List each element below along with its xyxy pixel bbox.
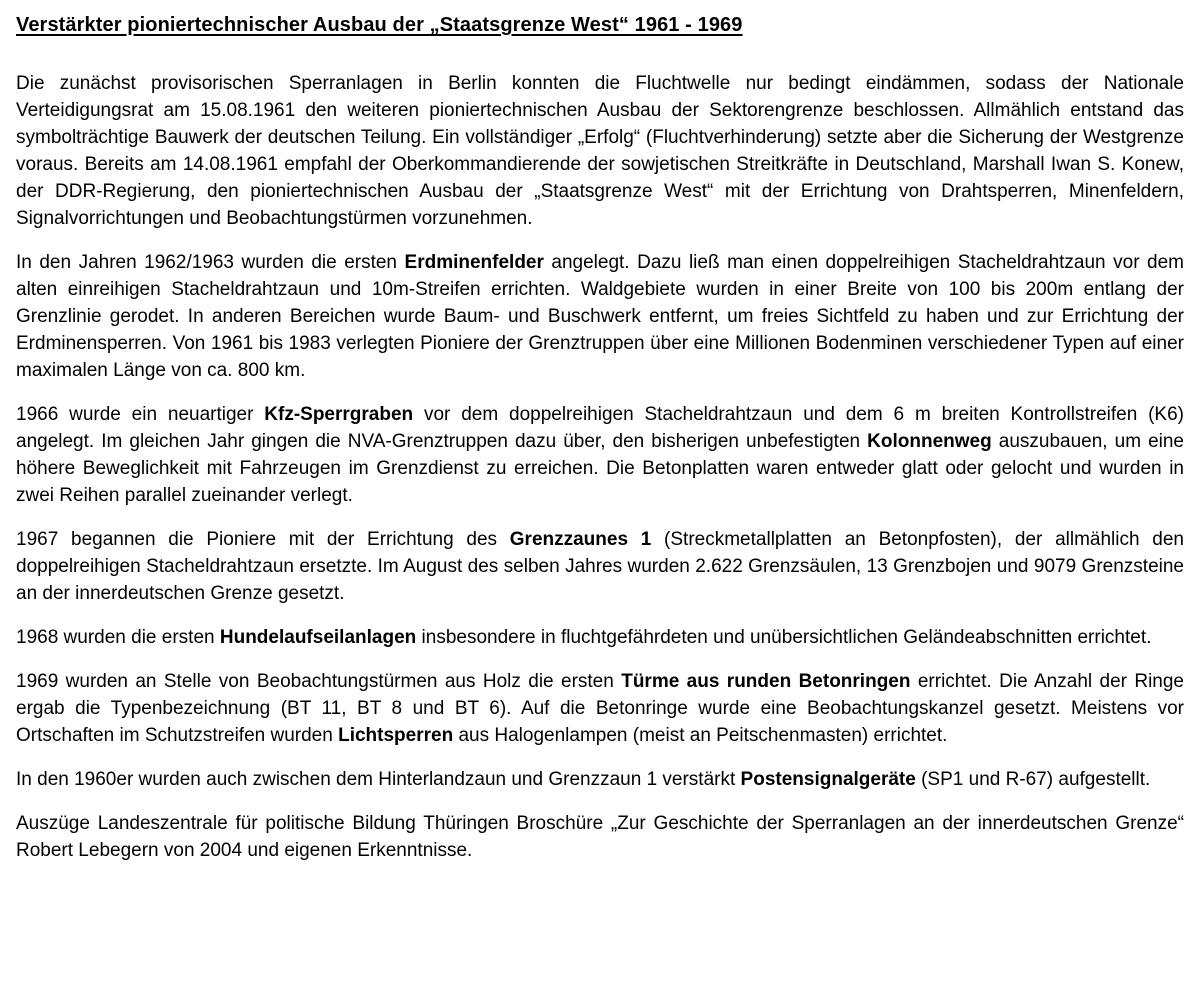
text-run: 1968 wurden die ersten (16, 627, 220, 648)
paragraph (16, 249, 1184, 384)
text-run: Die zunächst provisorischen Sperranlagen in Berlin konnten die Fluchtwelle nur bedingt eindämmen, sodass der Nationale Verteidigungsrat am 15.08.1961 den weiteren pioniertechnischen Ausbau der Sektorengrenze beschlossen. Allmählich entstand das symbolträchtige Bauwerk der deutschen Teilung. Ein vollständiger „Erfolg“ (Fluchtverhinderung) setzte aber die Sicherung der Westgrenze voraus. Bereits am 14.08.1961 empfahl der Oberkommandierende der sowjetischen Streitkräfte in Deutschland, Marshall Iwan S. Konew, der DDR-Regierung, den pioniertechnischen Ausbau der „Staatsgrenze West“ mit der Errichtung von Drahtsperren, Minenfeldern, Signalvorrichtungen und Beobachtungstürmen vorzunehmen. (16, 73, 1184, 229)
paragraph (16, 526, 1184, 607)
paragraph (16, 766, 1184, 793)
text-run: 1969 wurden an Stelle von Beobachtungstürmen aus Holz die ersten (16, 671, 622, 692)
text-run: insbesondere in fluchtgefährdeten und unübersichtlichen Geländeabschnitten errichtet. (416, 627, 1152, 648)
text-run: vor dem doppelreihigen Stacheldrahtzaun und dem 6 m breiten Kontrollstreifen (K6) angelegt. Im gleichen Jahr gingen die NVA-Grenztruppen dazu über, den bisherigen unbefestigten (16, 404, 1184, 452)
paragraph (16, 70, 1184, 232)
paragraph (16, 810, 1184, 864)
paragraph (16, 624, 1184, 651)
text-run: In den 1960er wurden auch zwischen dem Hinterlandzaun und Grenzzaun 1 verstärkt (16, 769, 741, 790)
text-run: aus Halogenlampen (meist an Peitschenmasten) errichtet. (453, 725, 948, 746)
text-run: 1966 wurde ein neuartiger (16, 404, 265, 425)
text-run: In den Jahren 1962/1963 wurden die ersten (16, 252, 405, 273)
text-run: 1967 begannen die Pioniere mit der Errichtung des (16, 529, 510, 550)
document-body (16, 70, 1184, 864)
bold-term: Hundelaufseilanlagen (219, 627, 417, 648)
text-run: angelegt. Dazu ließ man einen doppelreihigen Stacheldrahtzaun vor dem alten einreihigen Stacheldrahtzaun und 10m-Streifen errichten. Waldgebiete wurden in einer Breite von 100 bis 200m entlang der Grenzlinie gerodet. In anderen Bereichen wurde Baum- und Buschwerk entfernt, um freies Sichtfeld zu haben und zur Errichtung der Erdminensperren. Von 1961 bis 1983 verlegten Pioniere der Grenztruppen über eine Millionen Bodenminen verschiedener Typen auf einer maximalen Länge von ca. 800 km. (16, 252, 1184, 381)
bold-term: Erdminenfelder (404, 252, 544, 273)
bold-term: Kfz-Sperrgraben (264, 404, 414, 425)
bold-term: Kolonnenweg (867, 431, 992, 452)
text-run: errichtet. Die Anzahl der Ringe ergab die Typenbezeichnung (BT 11, BT 8 und BT 6). Auf die Betonringe wurde eine Beobachtungskanzel gesetzt. Meistens vor Ortschaften im Schutzstreifen wurden (16, 671, 1184, 746)
bold-term: Türme aus runden Betonringen (621, 671, 911, 692)
text-run: (Streckmetallplatten an Betonpfosten), der allmählich den doppelreihigen Stacheldrahtzaun ersetzte. Im August des selben Jahres wurden 2.622 Grenzsäulen, 13 Grenzbojen und 9079 Grenzsteine an der innerdeutschen Grenze gesetzt. (16, 529, 1184, 604)
bold-term: Postensignalgeräte (740, 769, 916, 790)
text-run: auszubauen, um eine höhere Beweglichkeit mit Fahrzeugen im Grenzdienst zu erreichen. Die Betonplatten waren entweder glatt oder gelocht und wurden in zwei Reihen parallel zueinander verlegt. (16, 431, 1185, 506)
text-run: (SP1 und R-67) aufgestellt. (915, 769, 1151, 790)
bold-term: Grenzzaunes 1 (509, 529, 652, 550)
paragraph (16, 401, 1184, 509)
text-run: Auszüge Landeszentrale für politische Bildung Thüringen Broschüre „Zur Geschichte der Sperranlagen an der innerdeutschen Grenze“ Robert Lebegern von 2004 und eigenen Erkenntnisse. (16, 813, 1184, 861)
paragraph (16, 668, 1184, 749)
bold-term: Lichtsperren (338, 725, 454, 746)
page-title: Verstärkter pioniertechnischer Ausbau der „Staatsgrenze West“ 1961 - 1969 (16, 14, 743, 36)
